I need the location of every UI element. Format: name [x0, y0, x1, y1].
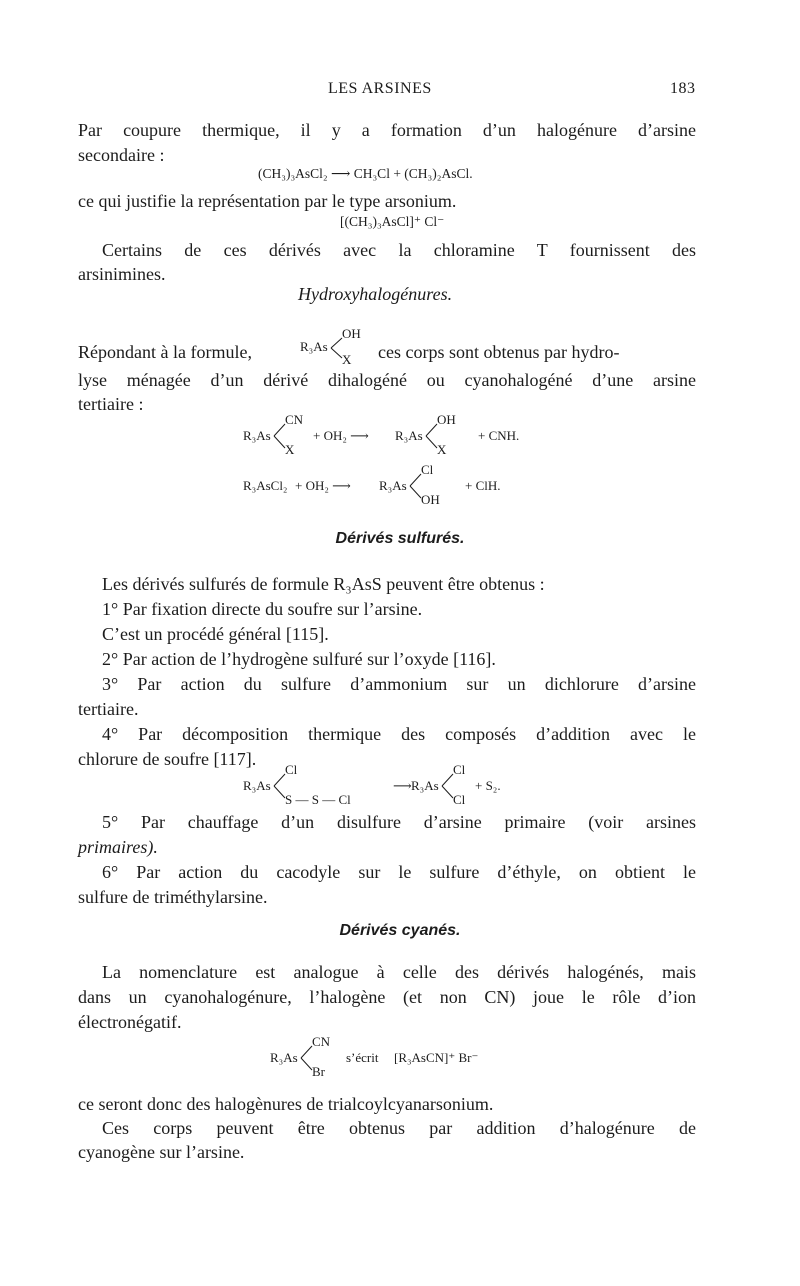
paragraph-line: ce qui justifie la représentation par le type arsonium. [78, 191, 457, 211]
paragraph-line: sulfure de triméthylarsine. [78, 887, 268, 907]
equation: [(CH₃)₃AsCl]⁺ Cl⁻ [340, 214, 445, 229]
formula-text: CN [312, 1034, 331, 1049]
formula-text: OH [437, 412, 456, 427]
reaction-hydrolysis-1 [243, 410, 563, 460]
paragraph-line: 2° Par action de l’hydrogène sulfuré sur l’oxyde [116]. [102, 649, 496, 669]
formula-text: + ClH. [465, 478, 501, 493]
paragraph-line: 4° Par décomposition thermique des composés d’addition avec le [102, 724, 696, 744]
paragraph-line: secondaire : [78, 145, 165, 165]
formula-text: + S₂. [475, 778, 501, 793]
paragraph-line: lyse ménagée d’un dérivé dihalogéné ou cyanohalogéné d’une arsine [78, 370, 696, 390]
formula-text: ⟶ [393, 778, 412, 793]
formula-text: R₃AsCl₂ [243, 478, 288, 493]
formula-text: R₃As [411, 778, 439, 793]
paragraph-line: Ces corps peuvent être obtenus par addition d’halogénure de [102, 1118, 696, 1138]
equation: (CH₃)₃AsCl₂ ⟶ CH₃Cl + (CH₃)₂AsCl. [258, 166, 473, 181]
paragraph-line: Les dérivés sulfurés de formule R₃AsS peuvent être obtenus : [102, 574, 545, 594]
paragraph-line: primaires). [78, 837, 158, 857]
formula-text: Br [312, 1064, 325, 1079]
section-heading: Dérivés cyanés. [339, 922, 461, 939]
paragraph-line: tertiaire : [78, 394, 144, 414]
reaction-sulfur-chloride [243, 762, 563, 812]
paragraph-line: La nomenclature est analogue à celle des dérivés halogénés, mais [102, 962, 696, 982]
formula-text: Cl [285, 762, 298, 777]
paragraph-line: tertiaire. [78, 699, 139, 719]
page-number: 183 [670, 80, 696, 97]
section-heading: Dérivés sulfurés. [335, 530, 465, 547]
formula-text: + OH₂ ⟶ [295, 478, 351, 493]
formula-text: [R₃AsCN]⁺ Br⁻ [394, 1050, 479, 1065]
formula-text: Cl [453, 762, 466, 777]
formula-text: CN [285, 412, 304, 427]
paragraph-line: chlorure de soufre [117]. [78, 749, 257, 769]
formula-text: s’écrit [346, 1050, 379, 1065]
formula-text: + CNH. [478, 428, 520, 443]
paragraph-line: arsinimines. [78, 264, 166, 284]
paragraph-line: C’est un procédé général [115]. [102, 624, 329, 644]
paragraph-line: 1° Par fixation directe du soufre sur l’arsine. [102, 599, 423, 619]
paragraph-line: 6° Par action du cacodyle sur le sulfure d’éthyle, on obtient le [102, 862, 696, 882]
formula-text: OH [342, 326, 361, 341]
paragraph-line: 5° Par chauffage d’un disulfure d’arsine primaire (voir arsines [102, 812, 696, 832]
formula-text: X [342, 352, 352, 367]
paragraph-line: Certains de ces dérivés avec la chloramine T fournissent des [102, 240, 696, 260]
formula-text: R₃As [300, 339, 328, 354]
paragraph-line: cyanogène sur l’arsine. [78, 1142, 245, 1162]
running-header: LES ARSINES [328, 80, 432, 97]
formula-text: S — S — Cl [285, 792, 351, 807]
formula-text: X [285, 442, 295, 457]
paragraph-line: ce seront donc des halogènures de trialcoylcyanarsonium. [78, 1094, 494, 1114]
formula-text: + OH₂ ⟶ [313, 428, 369, 443]
paragraph-line: dans un cyanohalogénure, l’halogène (et non CN) joue le rôle d’ion [78, 987, 696, 1007]
formula-text: OH [421, 492, 440, 507]
paragraph-line: électronégatif. [78, 1012, 182, 1032]
formula-text: X [437, 442, 447, 457]
subsection-title: Hydroxyhalogénures. [298, 284, 453, 304]
formula-text: R₃As [243, 778, 271, 793]
formula-text: R₃As [379, 478, 407, 493]
formula-cyanohalide [270, 1032, 570, 1084]
paragraph-line: ces corps sont obtenus par hydro- [378, 342, 620, 362]
reaction-hydrolysis-2 [243, 460, 563, 510]
paragraph-line: Par coupure thermique, il y a formation d’un halogénure d’arsine [78, 120, 696, 140]
formula-text: Cl [453, 792, 466, 807]
formula-text: Cl [421, 462, 434, 477]
formula-r3as-oh-x [300, 318, 380, 368]
formula-text: R₃As [395, 428, 423, 443]
formula-text: R₃As [243, 428, 271, 443]
paragraph-line: 3° Par action du sulfure d’ammonium sur un dichlorure d’arsine [102, 674, 696, 694]
paragraph-line: Répondant à la formule, [78, 342, 252, 362]
formula-text: R₃As [270, 1050, 298, 1065]
